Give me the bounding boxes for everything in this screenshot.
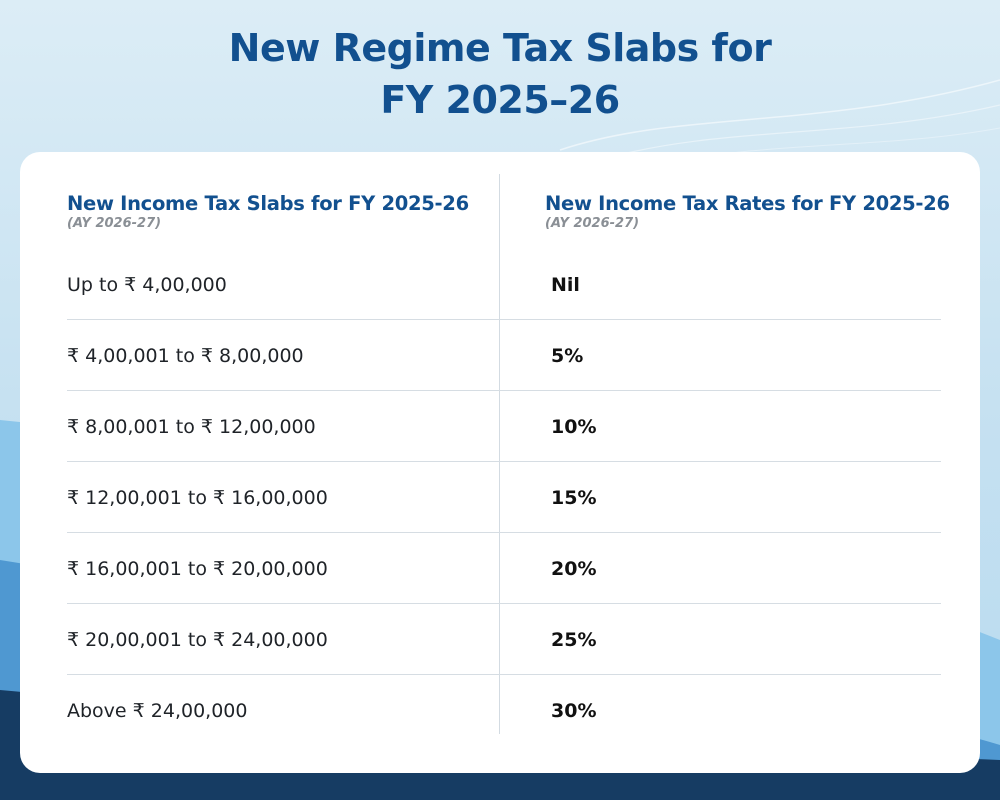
table-row	[67, 320, 941, 391]
page-title-line2: FY 2025–26	[380, 78, 620, 122]
slab-column-subtitle: (AY 2026-27)	[67, 216, 162, 231]
rate-column-header	[545, 192, 950, 231]
rate-cell: 30%	[551, 699, 597, 722]
table-row	[67, 533, 941, 604]
rate-column-title: New Income Tax Rates for FY 2025-26	[545, 192, 950, 215]
slab-cell: ₹ 12,00,001 to ₹ 16,00,000	[67, 486, 328, 509]
slab-cell: ₹ 16,00,001 to ₹ 20,00,000	[67, 557, 328, 580]
rate-cell: 10%	[551, 415, 597, 438]
table-row	[67, 462, 941, 533]
rate-column-subtitle: (AY 2026-27)	[545, 216, 640, 231]
slab-cell: ₹ 20,00,001 to ₹ 24,00,000	[67, 628, 328, 651]
slab-cell: ₹ 4,00,001 to ₹ 8,00,000	[67, 344, 304, 367]
rate-cell: Nil	[551, 273, 580, 296]
rate-cell: 5%	[551, 344, 584, 367]
rate-cell: 25%	[551, 628, 597, 651]
slab-cell: Above ₹ 24,00,000	[67, 699, 248, 722]
page-title-line1: New Regime Tax Slabs for	[228, 26, 772, 70]
tax-slab-card	[20, 152, 980, 773]
rate-cell: 20%	[551, 557, 597, 580]
slab-cell: ₹ 8,00,001 to ₹ 12,00,000	[67, 415, 316, 438]
table-row	[67, 249, 941, 320]
slab-column-header	[67, 192, 469, 231]
slab-cell: Up to ₹ 4,00,000	[67, 273, 227, 296]
table-row	[67, 604, 941, 675]
rate-cell: 15%	[551, 486, 597, 509]
page-title	[0, 22, 1000, 126]
table-row	[67, 391, 941, 462]
table-row	[67, 675, 941, 746]
slab-column-title: New Income Tax Slabs for FY 2025-26	[67, 192, 469, 215]
